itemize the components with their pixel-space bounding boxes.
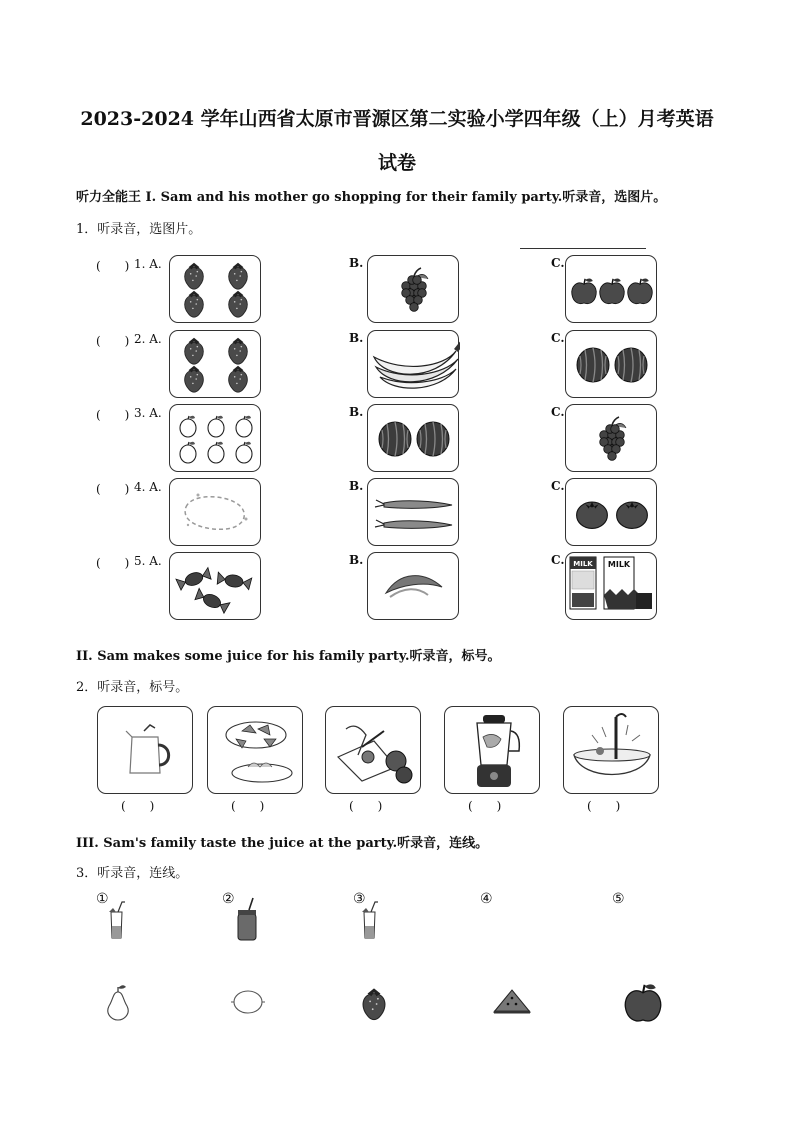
option-letter-b: B. xyxy=(349,405,364,419)
candy-icon xyxy=(170,553,262,621)
juice-jar-icon xyxy=(226,896,266,948)
watermelon-icon xyxy=(368,405,460,473)
number-blank[interactable]: ( ) xyxy=(468,799,502,813)
watermelon-icon xyxy=(566,331,658,399)
option-card-a[interactable] xyxy=(169,255,261,323)
answer-blank[interactable]: ( ) xyxy=(96,482,130,496)
blender-icon xyxy=(445,707,541,795)
option-card-b[interactable] xyxy=(367,478,459,546)
part3-instruction: 3．听录音，连线。 xyxy=(76,866,189,881)
picture-card xyxy=(563,706,659,794)
option-letter-c: C. xyxy=(551,405,565,419)
match-number: ③ xyxy=(353,891,366,907)
option-card-b[interactable] xyxy=(367,255,459,323)
match-item-bottom[interactable] xyxy=(226,978,270,1030)
pitcher-icon xyxy=(98,707,194,795)
part2-instruction: 2．听录音，标号。 xyxy=(76,680,189,695)
option-letter-b: B. xyxy=(349,479,364,493)
apple-icon xyxy=(566,256,658,324)
option-card-a[interactable] xyxy=(169,478,261,546)
strawberry-icon xyxy=(170,256,262,324)
option-card-c[interactable] xyxy=(565,330,657,398)
match-number: ② xyxy=(222,891,235,907)
match-item-bottom[interactable] xyxy=(490,978,534,1030)
cutting-fruit-icon xyxy=(326,707,422,795)
option-letter-b: B. xyxy=(349,331,364,345)
number-blank[interactable]: ( ) xyxy=(231,799,265,813)
number-blank[interactable]: ( ) xyxy=(349,799,383,813)
pear-icon xyxy=(96,978,140,1026)
match-number: ① xyxy=(96,891,109,907)
picture-card xyxy=(444,706,540,794)
number-blank[interactable]: ( ) xyxy=(121,799,155,813)
sliced-fruit-icon xyxy=(208,707,304,795)
option-card-a[interactable] xyxy=(169,404,261,472)
juice-glass-icon xyxy=(96,896,136,948)
option-letter-c: C. xyxy=(551,553,565,567)
number-blank[interactable]: ( ) xyxy=(587,799,621,813)
strawberry-icon xyxy=(352,978,396,1026)
apple-icon xyxy=(621,978,665,1026)
watermelon-slice-icon xyxy=(490,978,534,1026)
answer-blank[interactable]: ( ) xyxy=(96,259,130,273)
carrot-icon xyxy=(368,479,460,547)
option-letter-c: C. xyxy=(551,256,565,270)
picture-card xyxy=(325,706,421,794)
milk-icon xyxy=(566,553,658,621)
question-number: 5. A. xyxy=(134,554,162,568)
option-card-c[interactable] xyxy=(565,255,657,323)
option-card-a[interactable] xyxy=(169,330,261,398)
picture-card xyxy=(207,706,303,794)
option-card-c[interactable] xyxy=(565,404,657,472)
match-item-top[interactable] xyxy=(96,896,136,952)
page-title: 2023-2024 学年山西省太原市晋源区第二实验小学四年级（上）月考英语 xyxy=(80,108,714,130)
option-card-b[interactable] xyxy=(367,404,459,472)
question-number: 3. A. xyxy=(134,406,162,420)
answer-line xyxy=(520,248,646,249)
grapes-icon xyxy=(566,405,658,473)
lemon-icon xyxy=(170,405,262,473)
svg-text:MILK: MILK xyxy=(573,560,593,568)
answer-blank[interactable]: ( ) xyxy=(96,556,130,570)
option-letter-b: B. xyxy=(349,553,364,567)
option-card-c[interactable] xyxy=(565,478,657,546)
picture-card xyxy=(97,706,193,794)
part3-heading: III. Sam's family taste the juice at the party.听录音，连线。 xyxy=(76,836,489,851)
banana-icon xyxy=(368,331,460,399)
dough-icon xyxy=(170,479,262,547)
option-card-b[interactable] xyxy=(367,552,459,620)
tomato-icon xyxy=(566,479,658,547)
question-number: 1. A. xyxy=(134,257,162,271)
option-card-a[interactable] xyxy=(169,552,261,620)
match-number: ④ xyxy=(480,891,493,907)
answer-blank[interactable]: ( ) xyxy=(96,408,130,422)
answer-blank[interactable]: ( ) xyxy=(96,334,130,348)
match-number: ⑤ xyxy=(612,891,625,907)
match-item-bottom[interactable] xyxy=(352,978,396,1030)
match-item-bottom[interactable] xyxy=(96,978,140,1030)
option-letter-b: B. xyxy=(349,256,364,270)
option-card-c[interactable] xyxy=(565,552,657,620)
part1-heading: 听力全能王 I. Sam and his mother go shopping for their family party.听录音，选图片。 xyxy=(76,190,667,205)
pea-pod-icon xyxy=(368,553,460,621)
match-item-top[interactable] xyxy=(349,896,389,952)
option-letter-c: C. xyxy=(551,331,565,345)
part1-instruction: 1．听录音，选图片。 xyxy=(76,222,202,237)
option-letter-c: C. xyxy=(551,479,565,493)
stirring-bowl-icon xyxy=(564,707,660,795)
grapes-icon xyxy=(368,256,460,324)
question-number: 4. A. xyxy=(134,480,162,494)
strawberry-icon xyxy=(170,331,262,399)
match-item-bottom[interactable] xyxy=(621,978,665,1030)
juice-glass-icon xyxy=(349,896,389,948)
svg-text:MILK: MILK xyxy=(607,560,631,569)
part2-heading: II. Sam makes some juice for his family party.听录音，标号。 xyxy=(76,649,501,664)
page-title-line2: 试卷 xyxy=(377,152,416,174)
option-card-b[interactable] xyxy=(367,330,459,398)
lemon-icon xyxy=(226,978,270,1026)
question-number: 2. A. xyxy=(134,332,162,346)
match-item-top[interactable] xyxy=(226,896,266,952)
